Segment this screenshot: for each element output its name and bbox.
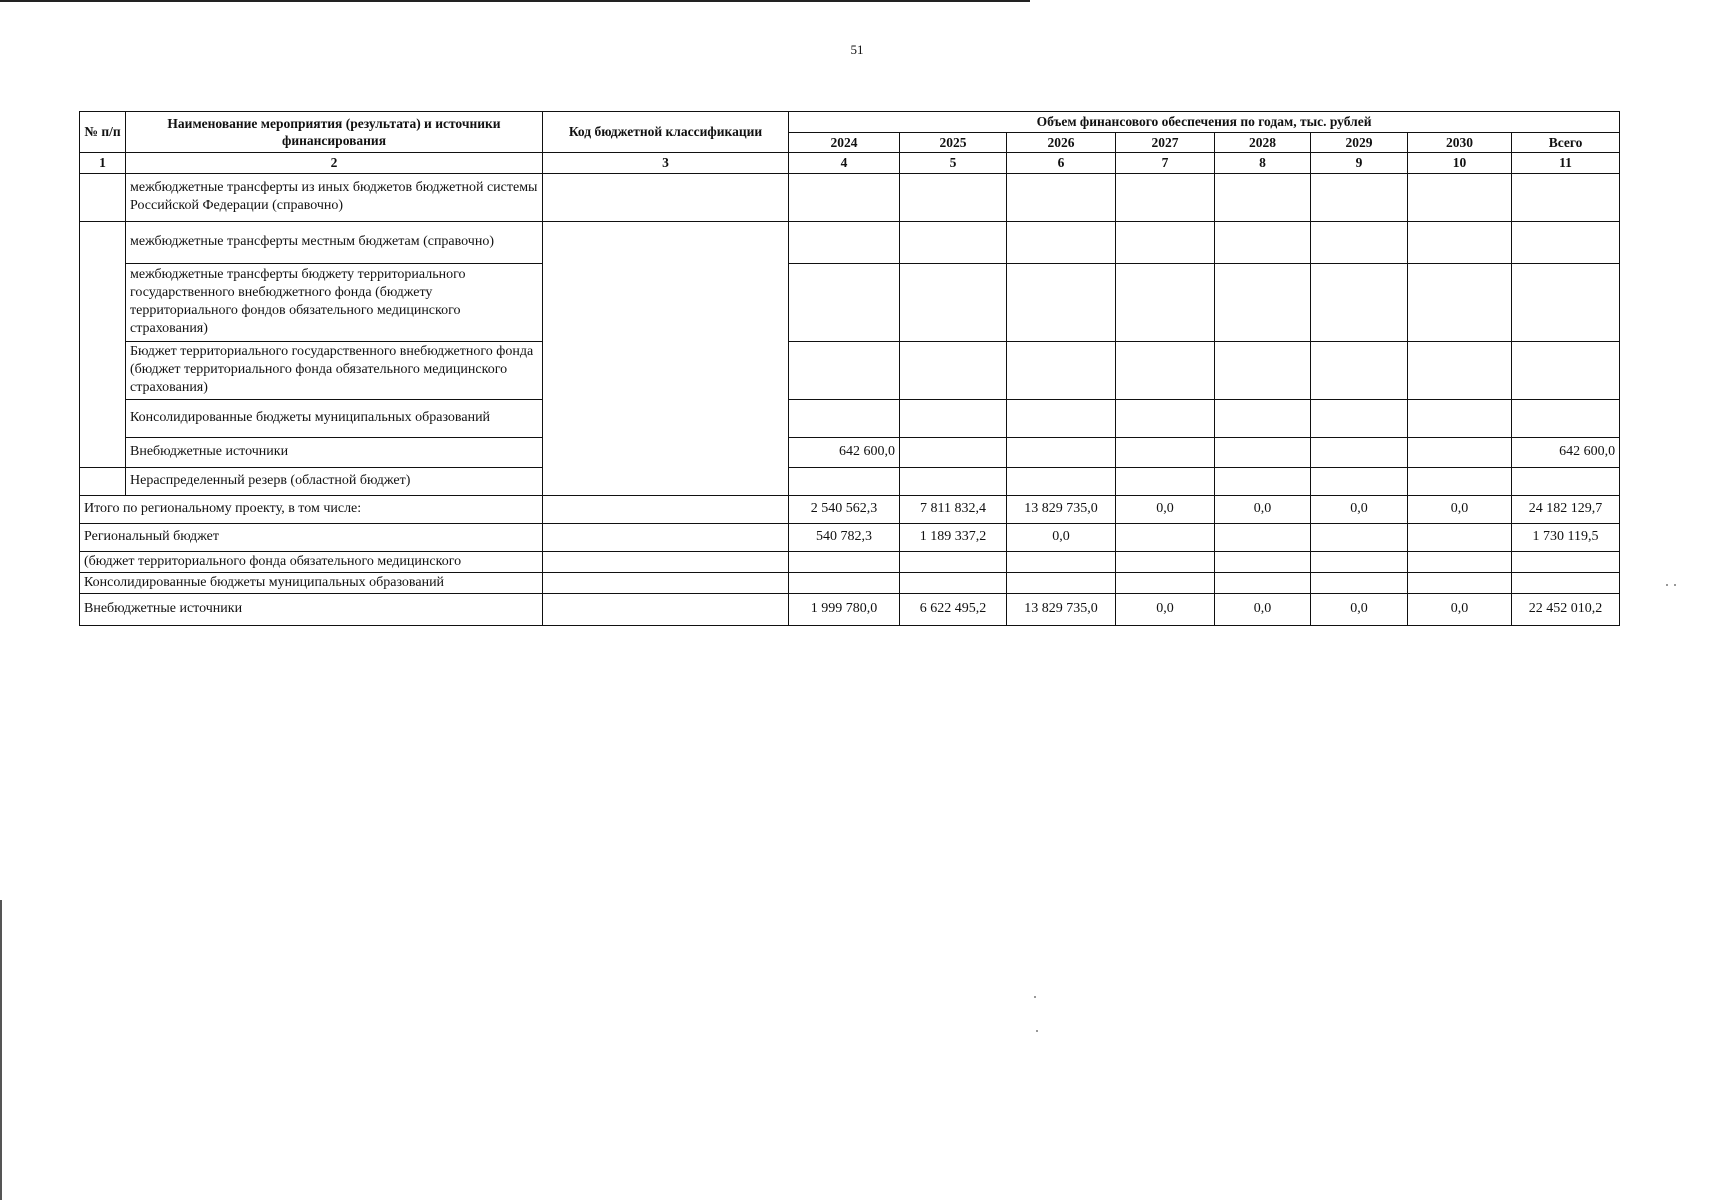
value-cell	[900, 173, 1007, 221]
value-cell	[1116, 399, 1215, 437]
total-row-name: Итого по региональному проекту, в том числе:	[80, 495, 543, 523]
value-cell	[900, 221, 1007, 263]
value-cell	[1512, 221, 1620, 263]
value-cell: 0,0	[1116, 495, 1215, 523]
scan-speck	[1036, 1030, 1038, 1032]
column-number: 3	[543, 153, 789, 174]
value-cell: 1 730 119,5	[1512, 523, 1620, 551]
value-cell	[1311, 399, 1408, 437]
value-cell: 1 189 337,2	[900, 523, 1007, 551]
page-number: 51	[850, 42, 864, 57]
value-cell	[1512, 467, 1620, 495]
value-cell	[1408, 551, 1512, 572]
row-code-cell	[543, 221, 789, 495]
value-cell	[900, 437, 1007, 467]
table-row	[80, 221, 1620, 263]
value-cell	[1215, 523, 1311, 551]
value-cell	[1512, 173, 1620, 221]
header-year: 2025	[900, 132, 1007, 153]
value-cell	[1215, 467, 1311, 495]
table-row	[80, 263, 1620, 341]
value-cell	[1007, 467, 1116, 495]
header-volume: Объем финансового обеспечения по годам, тыс. рублей	[789, 112, 1620, 133]
value-cell: 0,0	[1311, 594, 1408, 626]
value-cell: 642 600,0	[789, 437, 900, 467]
header-name: Наименование мероприятия (результата) и источники финансирования	[126, 112, 543, 153]
value-cell	[1311, 523, 1408, 551]
value-cell	[1116, 221, 1215, 263]
value-cell	[789, 572, 900, 593]
value-cell: 0,0	[1215, 594, 1311, 626]
column-number: 5	[900, 153, 1007, 174]
value-cell: 642 600,0	[1512, 437, 1620, 467]
value-cell: 0,0	[1408, 594, 1512, 626]
value-cell	[1007, 173, 1116, 221]
value-cell	[1116, 437, 1215, 467]
header-total: Всего	[1512, 132, 1620, 153]
total-row	[80, 594, 1620, 626]
value-cell: 540 782,3	[789, 523, 900, 551]
row-name: Внебюджетные источники	[126, 437, 543, 467]
value-cell	[1408, 523, 1512, 551]
value-cell: 0,0	[1408, 495, 1512, 523]
value-cell: 0,0	[1215, 495, 1311, 523]
value-cell	[900, 399, 1007, 437]
value-cell	[1408, 437, 1512, 467]
total-row-name: Региональный бюджет	[80, 523, 543, 551]
value-cell	[1311, 551, 1408, 572]
value-cell: 6 622 495,2	[900, 594, 1007, 626]
total-row	[80, 572, 1620, 593]
row-code-cell	[543, 495, 789, 523]
value-cell	[1311, 173, 1408, 221]
value-cell	[900, 551, 1007, 572]
column-number: 7	[1116, 153, 1215, 174]
value-cell	[900, 572, 1007, 593]
value-cell: 13 829 735,0	[1007, 495, 1116, 523]
row-number-cell	[80, 173, 126, 221]
row-name: Нераспределенный резерв (областной бюджет)	[126, 467, 543, 495]
column-number: 9	[1311, 153, 1408, 174]
row-name: межбюджетные трансферты бюджету территориального государственного внебюджетного фонда (бюджету территориального фондов обязательного медицинского страхования)	[126, 263, 543, 341]
table-row	[80, 467, 1620, 495]
row-code-cell	[543, 173, 789, 221]
value-cell	[1311, 263, 1408, 341]
value-cell	[789, 173, 900, 221]
row-number-cell	[80, 467, 126, 495]
value-cell	[1116, 572, 1215, 593]
header-code: Код бюджетной классификации	[543, 112, 789, 153]
value-cell	[789, 399, 900, 437]
value-cell	[1311, 467, 1408, 495]
value-cell	[1215, 173, 1311, 221]
value-cell	[1215, 437, 1311, 467]
value-cell	[1215, 572, 1311, 593]
scan-speck	[1674, 584, 1676, 586]
value-cell: 24 182 129,7	[1512, 495, 1620, 523]
column-number: 11	[1512, 153, 1620, 174]
value-cell	[1116, 551, 1215, 572]
total-row	[80, 523, 1620, 551]
header-year: 2024	[789, 132, 900, 153]
column-numbers-row	[80, 153, 1620, 174]
total-row-name: (бюджет территориального фонда обязательного медицинского	[80, 551, 543, 572]
value-cell	[900, 467, 1007, 495]
value-cell	[1116, 263, 1215, 341]
column-number: 10	[1408, 153, 1512, 174]
header-year: 2030	[1408, 132, 1512, 153]
value-cell: 0,0	[1007, 523, 1116, 551]
value-cell	[1007, 437, 1116, 467]
row-code-cell	[543, 594, 789, 626]
row-code-cell	[789, 467, 900, 495]
value-cell	[1007, 572, 1116, 593]
value-cell	[1311, 437, 1408, 467]
value-cell: 13 829 735,0	[1007, 594, 1116, 626]
value-cell	[1116, 467, 1215, 495]
value-cell	[900, 341, 1007, 399]
row-code-cell	[543, 523, 789, 551]
value-cell	[1408, 341, 1512, 399]
value-cell: 2 540 562,3	[789, 495, 900, 523]
value-cell: 1 999 780,0	[789, 594, 900, 626]
value-cell	[1311, 221, 1408, 263]
value-cell	[1512, 551, 1620, 572]
value-cell	[1215, 263, 1311, 341]
column-number: 1	[80, 153, 126, 174]
value-cell	[1408, 572, 1512, 593]
value-cell	[1512, 263, 1620, 341]
value-cell	[1116, 341, 1215, 399]
scan-edge-top	[0, 0, 1030, 2]
total-row-name: Внебюджетные источники	[80, 594, 543, 626]
value-cell	[789, 263, 900, 341]
table-row	[80, 437, 1620, 467]
table-row	[80, 173, 1620, 221]
value-cell	[1215, 221, 1311, 263]
table-row	[80, 399, 1620, 437]
total-row	[80, 495, 1620, 523]
header-year: 2027	[1116, 132, 1215, 153]
value-cell: 0,0	[1116, 594, 1215, 626]
value-cell	[1215, 551, 1311, 572]
value-cell	[1215, 341, 1311, 399]
value-cell	[1408, 467, 1512, 495]
column-number: 2	[126, 153, 543, 174]
value-cell: 22 452 010,2	[1512, 594, 1620, 626]
header-year: 2029	[1311, 132, 1408, 153]
value-cell	[1007, 399, 1116, 437]
table-row	[80, 341, 1620, 399]
row-name: межбюджетные трансферты местным бюджетам (справочно)	[126, 221, 543, 263]
value-cell	[1512, 341, 1620, 399]
row-name: Консолидированные бюджеты муниципальных образований	[126, 399, 543, 437]
header-year: 2026	[1007, 132, 1116, 153]
row-code-cell	[543, 551, 789, 572]
row-name: межбюджетные трансферты из иных бюджетов бюджетной системы Российской Федерации (справочно)	[126, 173, 543, 221]
value-cell	[789, 341, 900, 399]
header-num: № п/п	[80, 112, 126, 153]
value-cell	[789, 551, 900, 572]
row-name: Бюджет территориального государственного внебюджетного фонда (бюджет территориального фонда обязательного медицинского страхования)	[126, 341, 543, 399]
total-row	[80, 551, 1620, 572]
value-cell: 7 811 832,4	[900, 495, 1007, 523]
scan-speck	[1034, 996, 1036, 998]
value-cell	[1116, 173, 1215, 221]
header-year: 2028	[1215, 132, 1311, 153]
value-cell	[1116, 523, 1215, 551]
scan-edge-left	[0, 900, 2, 1200]
value-cell	[1512, 399, 1620, 437]
value-cell	[1007, 221, 1116, 263]
value-cell	[900, 263, 1007, 341]
financing-table	[79, 111, 1620, 626]
column-number: 8	[1215, 153, 1311, 174]
scan-speck	[1666, 584, 1668, 586]
value-cell	[1311, 341, 1408, 399]
value-cell	[1215, 399, 1311, 437]
value-cell	[1408, 221, 1512, 263]
value-cell	[1007, 341, 1116, 399]
row-code-cell	[543, 572, 789, 593]
total-row-name: Консолидированные бюджеты муниципальных образований	[80, 572, 543, 593]
value-cell	[1007, 263, 1116, 341]
value-cell	[1408, 263, 1512, 341]
column-number: 4	[789, 153, 900, 174]
value-cell	[1311, 572, 1408, 593]
column-number: 6	[1007, 153, 1116, 174]
value-cell	[1007, 551, 1116, 572]
value-cell	[1512, 572, 1620, 593]
value-cell	[789, 221, 900, 263]
value-cell	[1408, 399, 1512, 437]
value-cell	[1408, 173, 1512, 221]
row-number-cell	[80, 221, 126, 467]
value-cell: 0,0	[1311, 495, 1408, 523]
